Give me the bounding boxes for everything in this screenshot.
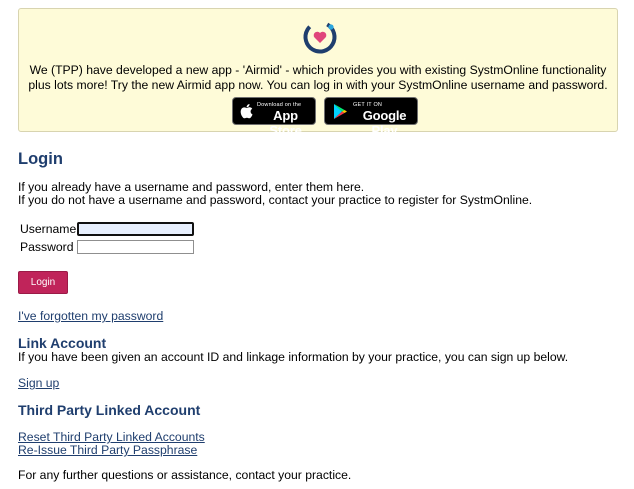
username-label: Username [20, 222, 77, 236]
google-play-small-text: GET IT ON [353, 102, 383, 108]
app-store-button[interactable] [232, 97, 316, 138]
reset-third-party-link[interactable]: Reset Third Party Linked Accounts [18, 430, 205, 444]
reissue-passphrase-link[interactable]: Re-Issue Third Party Passphrase [18, 443, 198, 457]
password-label: Password [20, 240, 74, 254]
sign-up-link[interactable]: Sign up [18, 376, 60, 390]
login-intro-line2: If you do not have a username and password, contact your practice to register for SystmOnline. [18, 193, 533, 207]
forgot-password-link[interactable]: I've forgotten my password [18, 309, 164, 323]
apple-icon [240, 103, 253, 119]
link-account-description: If you have been given an account ID and linkage information by your practice, you can sign up below. [18, 350, 569, 364]
google-play-big-text: Google Play [362, 108, 407, 138]
airmid-logo-icon [302, 19, 338, 55]
login-button[interactable]: Login [18, 271, 68, 294]
login-intro-line1: If you already have a username and password, enter them here. [18, 180, 365, 194]
password-input[interactable] [77, 240, 194, 254]
banner-message: We (TPP) have developed a new app - 'Airmid' - which provides you with existing SystmOnline functionality plus lots more! Try the new Airmid app now. You can log in with your SystmOnline username and password. [28, 63, 608, 92]
app-store-big-text: App Store [269, 108, 302, 138]
google-play-icon [333, 103, 348, 120]
link-account-title: Link Account [18, 335, 107, 351]
username-input[interactable] [77, 222, 194, 236]
footer-text: For any further questions or assistance, contact your practice. [18, 468, 352, 482]
google-play-button[interactable] [324, 97, 418, 138]
third-party-title: Third Party Linked Account [18, 402, 201, 418]
airmid-banner [18, 8, 618, 138]
login-title: Login [18, 150, 63, 168]
app-store-small-text: Download on the [257, 102, 302, 108]
